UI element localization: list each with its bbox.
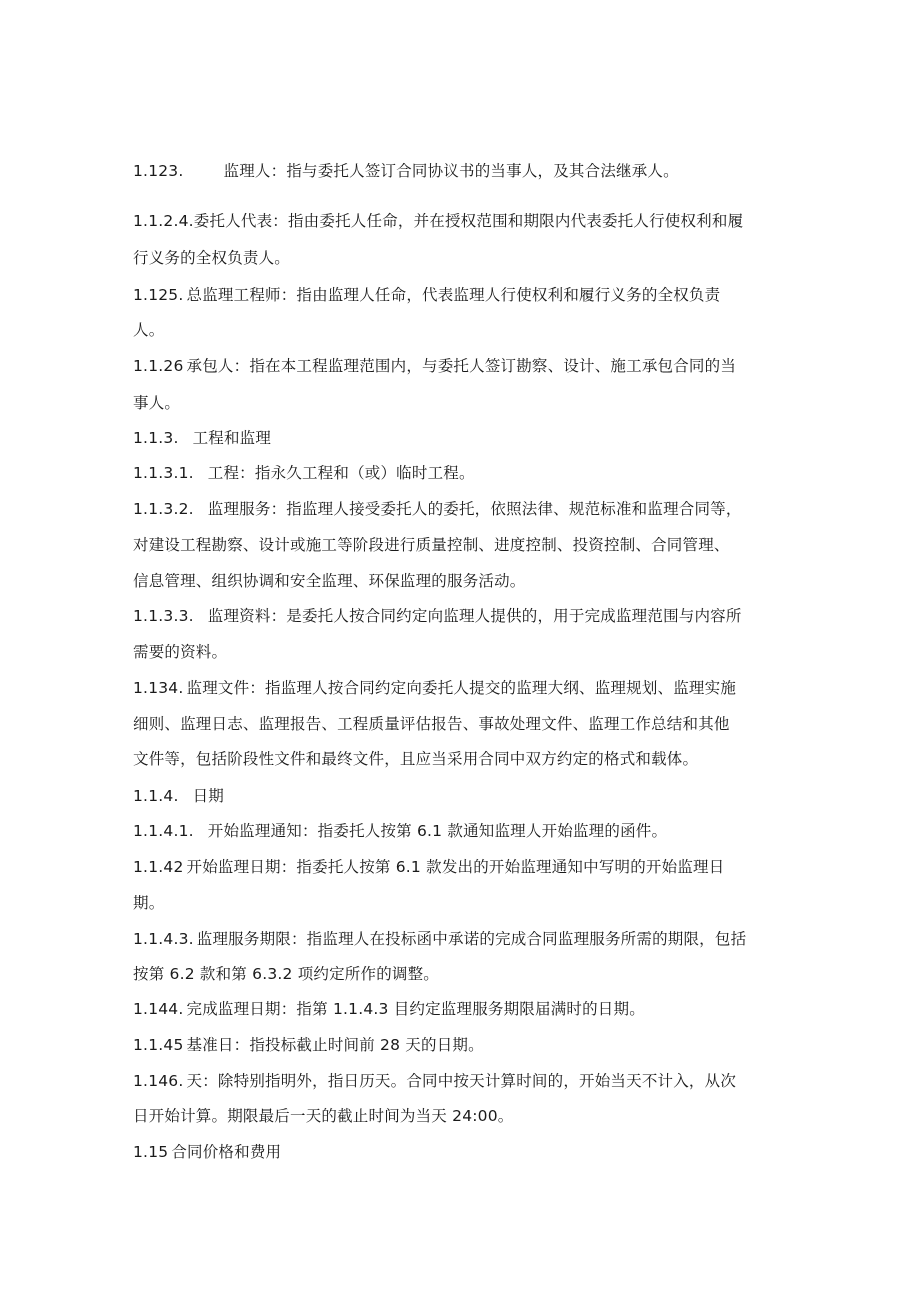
clause-number: 1.134. <box>133 679 184 697</box>
clause-number: 1.1.3.3. <box>133 607 194 625</box>
clause-number: 1.1.4. <box>133 787 179 805</box>
clause-number: 1.123. <box>133 162 184 180</box>
clause-text: 细则、监理日志、监理报告、工程质量评估报告、事故处理文件、监理工作总结和其他 <box>133 715 730 733</box>
paragraph-line <box>133 428 271 448</box>
clause-number: 1.125. <box>133 286 184 304</box>
paragraph-line <box>133 999 645 1019</box>
paragraph-line <box>133 248 290 268</box>
clause-number: 1.1.3.2. <box>133 500 194 518</box>
paragraph-line <box>133 857 724 877</box>
clause-text: 完成监理日期：指第 1.1.4.3 目约定监理服务期限届满时的日期。 <box>186 1000 645 1018</box>
clause-text: 委托人代表：指由委托人任命，并在授权范围和期限内代表委托人行使权利和履 <box>193 212 744 230</box>
clause-number: 1.1.2.4. <box>133 212 194 230</box>
clause-text: 天：除特别指明外，指日历天。合同中按天计算时间的，开始当天不计入，从次 <box>186 1072 737 1090</box>
paragraph-line <box>133 1106 514 1126</box>
paragraph-line <box>133 285 720 305</box>
paragraph-line <box>133 161 679 181</box>
clause-text: 监理文件：指监理人按合同约定向委托人提交的监理大纲、监理规划、监理实施 <box>186 679 737 697</box>
clause-number: 1.1.4.1. <box>133 822 194 840</box>
clause-text: 监理资料：是委托人按合同约定向监理人提供的，用于完成监理范围与内容所 <box>207 607 742 625</box>
paragraph-line <box>133 499 742 519</box>
clause-text: 期。 <box>133 894 165 912</box>
paragraph-line <box>133 356 736 376</box>
clause-text: 需要的资料。 <box>133 643 228 661</box>
clause-text: 工程和监理 <box>192 429 272 447</box>
paragraph-line <box>133 320 164 340</box>
clause-text: 监理服务：指监理人接受委托人的委托，依照法律、规范标准和监理合同等， <box>207 500 742 518</box>
paragraph-line <box>133 571 526 591</box>
clause-text: 事人。 <box>133 394 181 412</box>
paragraph-line <box>133 786 224 806</box>
clause-number: 1.15 <box>133 1143 169 1161</box>
clause-number: 1.1.26 <box>133 357 184 375</box>
paragraph-line <box>133 821 667 841</box>
clause-text: 监理人：指与委托人签订合同协议书的当事人，及其合法继承人。 <box>223 162 679 180</box>
paragraph-line <box>133 749 698 769</box>
clause-text: 开始监理通知：指委托人按第 6.1 款通知监理人开始监理的函件。 <box>207 822 668 840</box>
clause-number: 1.1.45 <box>133 1036 184 1054</box>
paragraph-line <box>133 1035 484 1055</box>
clause-number: 1.1.42 <box>133 858 184 876</box>
clause-text: 基准日：指投标截止时间前 28 天的日期。 <box>186 1036 484 1054</box>
clause-text: 行义务的全权负责人。 <box>133 249 291 267</box>
clause-number: 1.144. <box>133 1000 184 1018</box>
paragraph-line <box>133 893 164 913</box>
clause-text: 信息管理、组织协调和安全监理、环保监理的服务活动。 <box>133 572 526 590</box>
paragraph-line <box>133 964 439 984</box>
clause-number: 1.146. <box>133 1072 184 1090</box>
clause-text: 工程：指永久工程和（或）临时工程。 <box>207 464 475 482</box>
paragraph-line <box>133 211 743 231</box>
clause-text: 对建设工程勘察、设计或施工等阶段进行质量控制、进度控制、投资控制、合同管理、 <box>133 536 730 554</box>
paragraph-line <box>133 463 475 483</box>
clause-text: 总监理工程师：指由监理人任命，代表监理人行使权利和履行义务的全权负责 <box>186 286 721 304</box>
paragraph-line <box>133 929 746 949</box>
clause-text: 合同价格和费用 <box>171 1143 282 1161</box>
paragraph-line <box>133 714 730 734</box>
paragraph-line <box>133 678 736 698</box>
paragraph-line <box>133 1142 281 1162</box>
clause-text: 开始监理日期：指委托人按第 6.1 款发出的开始监理通知中写明的开始监理日 <box>186 858 725 876</box>
clause-text: 文件等，包括阶段性文件和最终文件，且应当采用合同中双方约定的格式和载体。 <box>133 750 699 768</box>
clause-text: 监理服务期限：指监理人在投标函中承诺的完成合同监理服务所需的期限，包括 <box>196 930 747 948</box>
clause-text: 日开始计算。期限最后一天的截止时间为当天 24:00。 <box>133 1107 514 1125</box>
paragraph-line <box>133 1071 736 1091</box>
clause-text: 按第 6.2 款和第 6.3.2 项约定所作的调整。 <box>133 965 439 983</box>
clause-text: 承包人：指在本工程监理范围内，与委托人签订勘察、设计、施工承包合同的当 <box>186 357 737 375</box>
paragraph-line <box>133 535 730 555</box>
clause-text: 人。 <box>133 321 165 339</box>
clause-number: 1.1.3.1. <box>133 464 194 482</box>
paragraph-line <box>133 393 180 413</box>
clause-number: 1.1.3. <box>133 429 179 447</box>
clause-number: 1.1.4.3. <box>133 930 194 948</box>
paragraph-line <box>133 606 742 626</box>
clause-text: 日期 <box>192 787 224 805</box>
paragraph-line <box>133 642 227 662</box>
